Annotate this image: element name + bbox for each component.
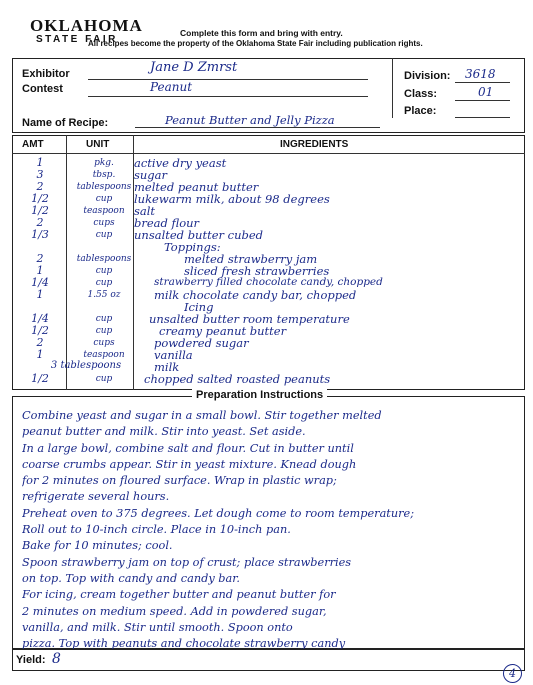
unit-cell: pkg. <box>94 158 114 168</box>
unit-cell: cup <box>95 374 113 384</box>
amt-cell: 1 <box>36 348 44 361</box>
amt-cell: 1/2 <box>31 324 49 337</box>
unit-header: UNIT <box>86 139 110 150</box>
preparation-text <box>22 408 522 652</box>
prep-line: Roll out to 10-inch circle. Place in 10-inch pan. <box>22 523 291 537</box>
prep-line: For icing, cream together butter and peanut butter for <box>22 588 336 602</box>
ingredient-cell: Icing <box>184 300 214 314</box>
exhibitor-field[interactable]: Jane D Zmrst <box>150 60 238 75</box>
amt-cell: 1/3 <box>31 228 49 241</box>
prep-line: refrigerate several hours. <box>22 490 170 504</box>
amt-cell: 1/4 <box>31 276 49 289</box>
table-row <box>14 372 524 389</box>
publication-rights-note: All recipes become the property of the Oklahoma State Fair including publication rights. <box>88 39 423 48</box>
ingredient-cell: milk <box>154 360 180 374</box>
form-instruction: Complete this form and bring with entry. <box>180 28 343 38</box>
amt-cell: 1/2 <box>31 204 49 217</box>
prep-line: for 2 minutes on floured surface. Wrap in plastic wrap; <box>22 474 337 488</box>
prep-line: coarse crumbs appear. Stir in yeast mixture. Knead dough <box>22 457 357 471</box>
recipe-name-label: Name of Recipe: <box>22 117 109 129</box>
amt-cell: 3 tablespoons <box>50 360 122 371</box>
amt-cell: 3 <box>36 168 44 181</box>
prep-line: pizza. Top with peanuts and chocolate strawberry candy <box>22 637 346 651</box>
ingredient-cell: vanilla <box>154 348 193 362</box>
ingredient-cell: sugar <box>134 168 168 182</box>
ingredient-cell: powdered sugar <box>154 336 249 350</box>
ingredient-cell: sliced fresh strawberries <box>184 264 330 278</box>
unit-cell: tablespoons <box>76 182 132 192</box>
ingredient-cell: milk chocolate candy bar, chopped <box>154 288 357 302</box>
ingredient-cell: unsalted butter room temperature <box>149 312 350 326</box>
ingredient-cell: chopped salted roasted peanuts <box>144 372 331 386</box>
yield-box <box>12 649 525 671</box>
place-underline <box>455 117 510 118</box>
exhibitor-underline <box>88 79 368 80</box>
amt-cell: 1 <box>36 288 44 301</box>
amt-header: AMT <box>22 139 44 150</box>
division-field[interactable]: 3618 <box>465 67 496 81</box>
amt-cell: 2 <box>36 336 44 349</box>
unit-cell: cup <box>95 266 113 276</box>
ingredient-cell: lukewarm milk, about 98 degrees <box>134 192 330 206</box>
page-number-circle: 4 <box>503 664 522 683</box>
class-field[interactable]: 01 <box>478 85 494 99</box>
class-underline <box>455 100 510 101</box>
ingredient-cell: unsalted butter cubed <box>134 228 264 242</box>
unit-cell: cup <box>95 326 113 336</box>
preparation-heading: Preparation Instructions <box>192 389 327 401</box>
ingredient-cell: salt <box>134 204 156 218</box>
unit-cell: tbsp. <box>92 170 116 180</box>
yield-field[interactable]: 8 <box>52 651 61 667</box>
recipe-name-underline <box>135 127 380 128</box>
unit-cell: cup <box>95 314 113 324</box>
ingredient-cell: Toppings: <box>164 240 221 254</box>
amt-cell: 1/2 <box>31 372 49 385</box>
amt-cell: 2 <box>36 216 44 229</box>
amt-cell: 1/4 <box>31 312 49 325</box>
amt-cell: 2 <box>36 180 44 193</box>
unit-cell: teaspoon <box>83 206 125 216</box>
amt-cell: 1/2 <box>31 192 49 205</box>
prep-line: Spoon strawberry jam on top of crust; place strawberries <box>22 555 352 569</box>
contest-label: Contest <box>22 83 63 95</box>
unit-cell: tablespoons <box>76 254 132 264</box>
ingredient-cell: melted strawberry jam <box>184 252 318 266</box>
prep-line: peanut butter and milk. Stir into yeast. Set aside. <box>22 425 306 439</box>
recipe-name-field[interactable]: Peanut Butter and Jelly Pizza <box>165 113 335 127</box>
contest-field[interactable]: Peanut <box>150 80 193 94</box>
ingredient-cell: active dry yeast <box>134 156 227 170</box>
yield-label: Yield: <box>16 654 46 666</box>
ingredients-header: INGREDIENTS <box>280 139 349 150</box>
unit-cell: teaspoon <box>83 350 125 360</box>
amt-cell: 1 <box>36 264 44 277</box>
unit-cell: cup <box>95 194 113 204</box>
logo-oklahoma: OKLAHOMA <box>30 16 143 35</box>
amt-cell: 2 <box>36 252 44 265</box>
division-divider <box>392 58 393 118</box>
prep-line: on top. Top with candy and candy bar. <box>22 571 241 585</box>
division-underline <box>455 82 510 83</box>
contest-underline <box>88 96 368 97</box>
ingredient-cell: melted peanut butter <box>134 180 259 194</box>
ingredient-cell: strawberry filled chocolate candy, chopped <box>154 276 383 288</box>
class-label: Class: <box>404 88 438 100</box>
ingredient-cell: bread flour <box>134 216 200 230</box>
prep-line: Combine yeast and sugar in a small bowl. Stir together melted <box>22 409 382 422</box>
unit-cell: cup <box>95 230 113 240</box>
prep-line: Bake for 10 minutes; cool. <box>22 539 173 553</box>
amt-cell: 1 <box>36 156 44 169</box>
division-label: Division: <box>404 70 451 82</box>
exhibitor-label: Exhibitor <box>22 68 70 80</box>
unit-cell: cups <box>93 218 115 228</box>
unit-cell: 1.55 oz <box>87 290 121 300</box>
prep-line: 2 minutes on medium speed. Add in powdered sugar, <box>22 604 327 618</box>
place-label: Place: <box>404 105 437 117</box>
logo-state-fair: STATE FAIR <box>36 34 118 45</box>
prep-line: vanilla, and milk. Stir until smooth. Spoon onto <box>22 620 293 634</box>
unit-cell: cup <box>95 278 113 288</box>
table-header-divider <box>12 153 525 154</box>
prep-line: Preheat oven to 375 degrees. Let dough come to room temperature; <box>22 506 415 520</box>
ingredient-cell: creamy peanut butter <box>159 324 287 338</box>
prep-line: In a large bowl, combine salt and flour. Cut in butter until <box>22 441 354 455</box>
unit-cell: cups <box>93 338 115 348</box>
